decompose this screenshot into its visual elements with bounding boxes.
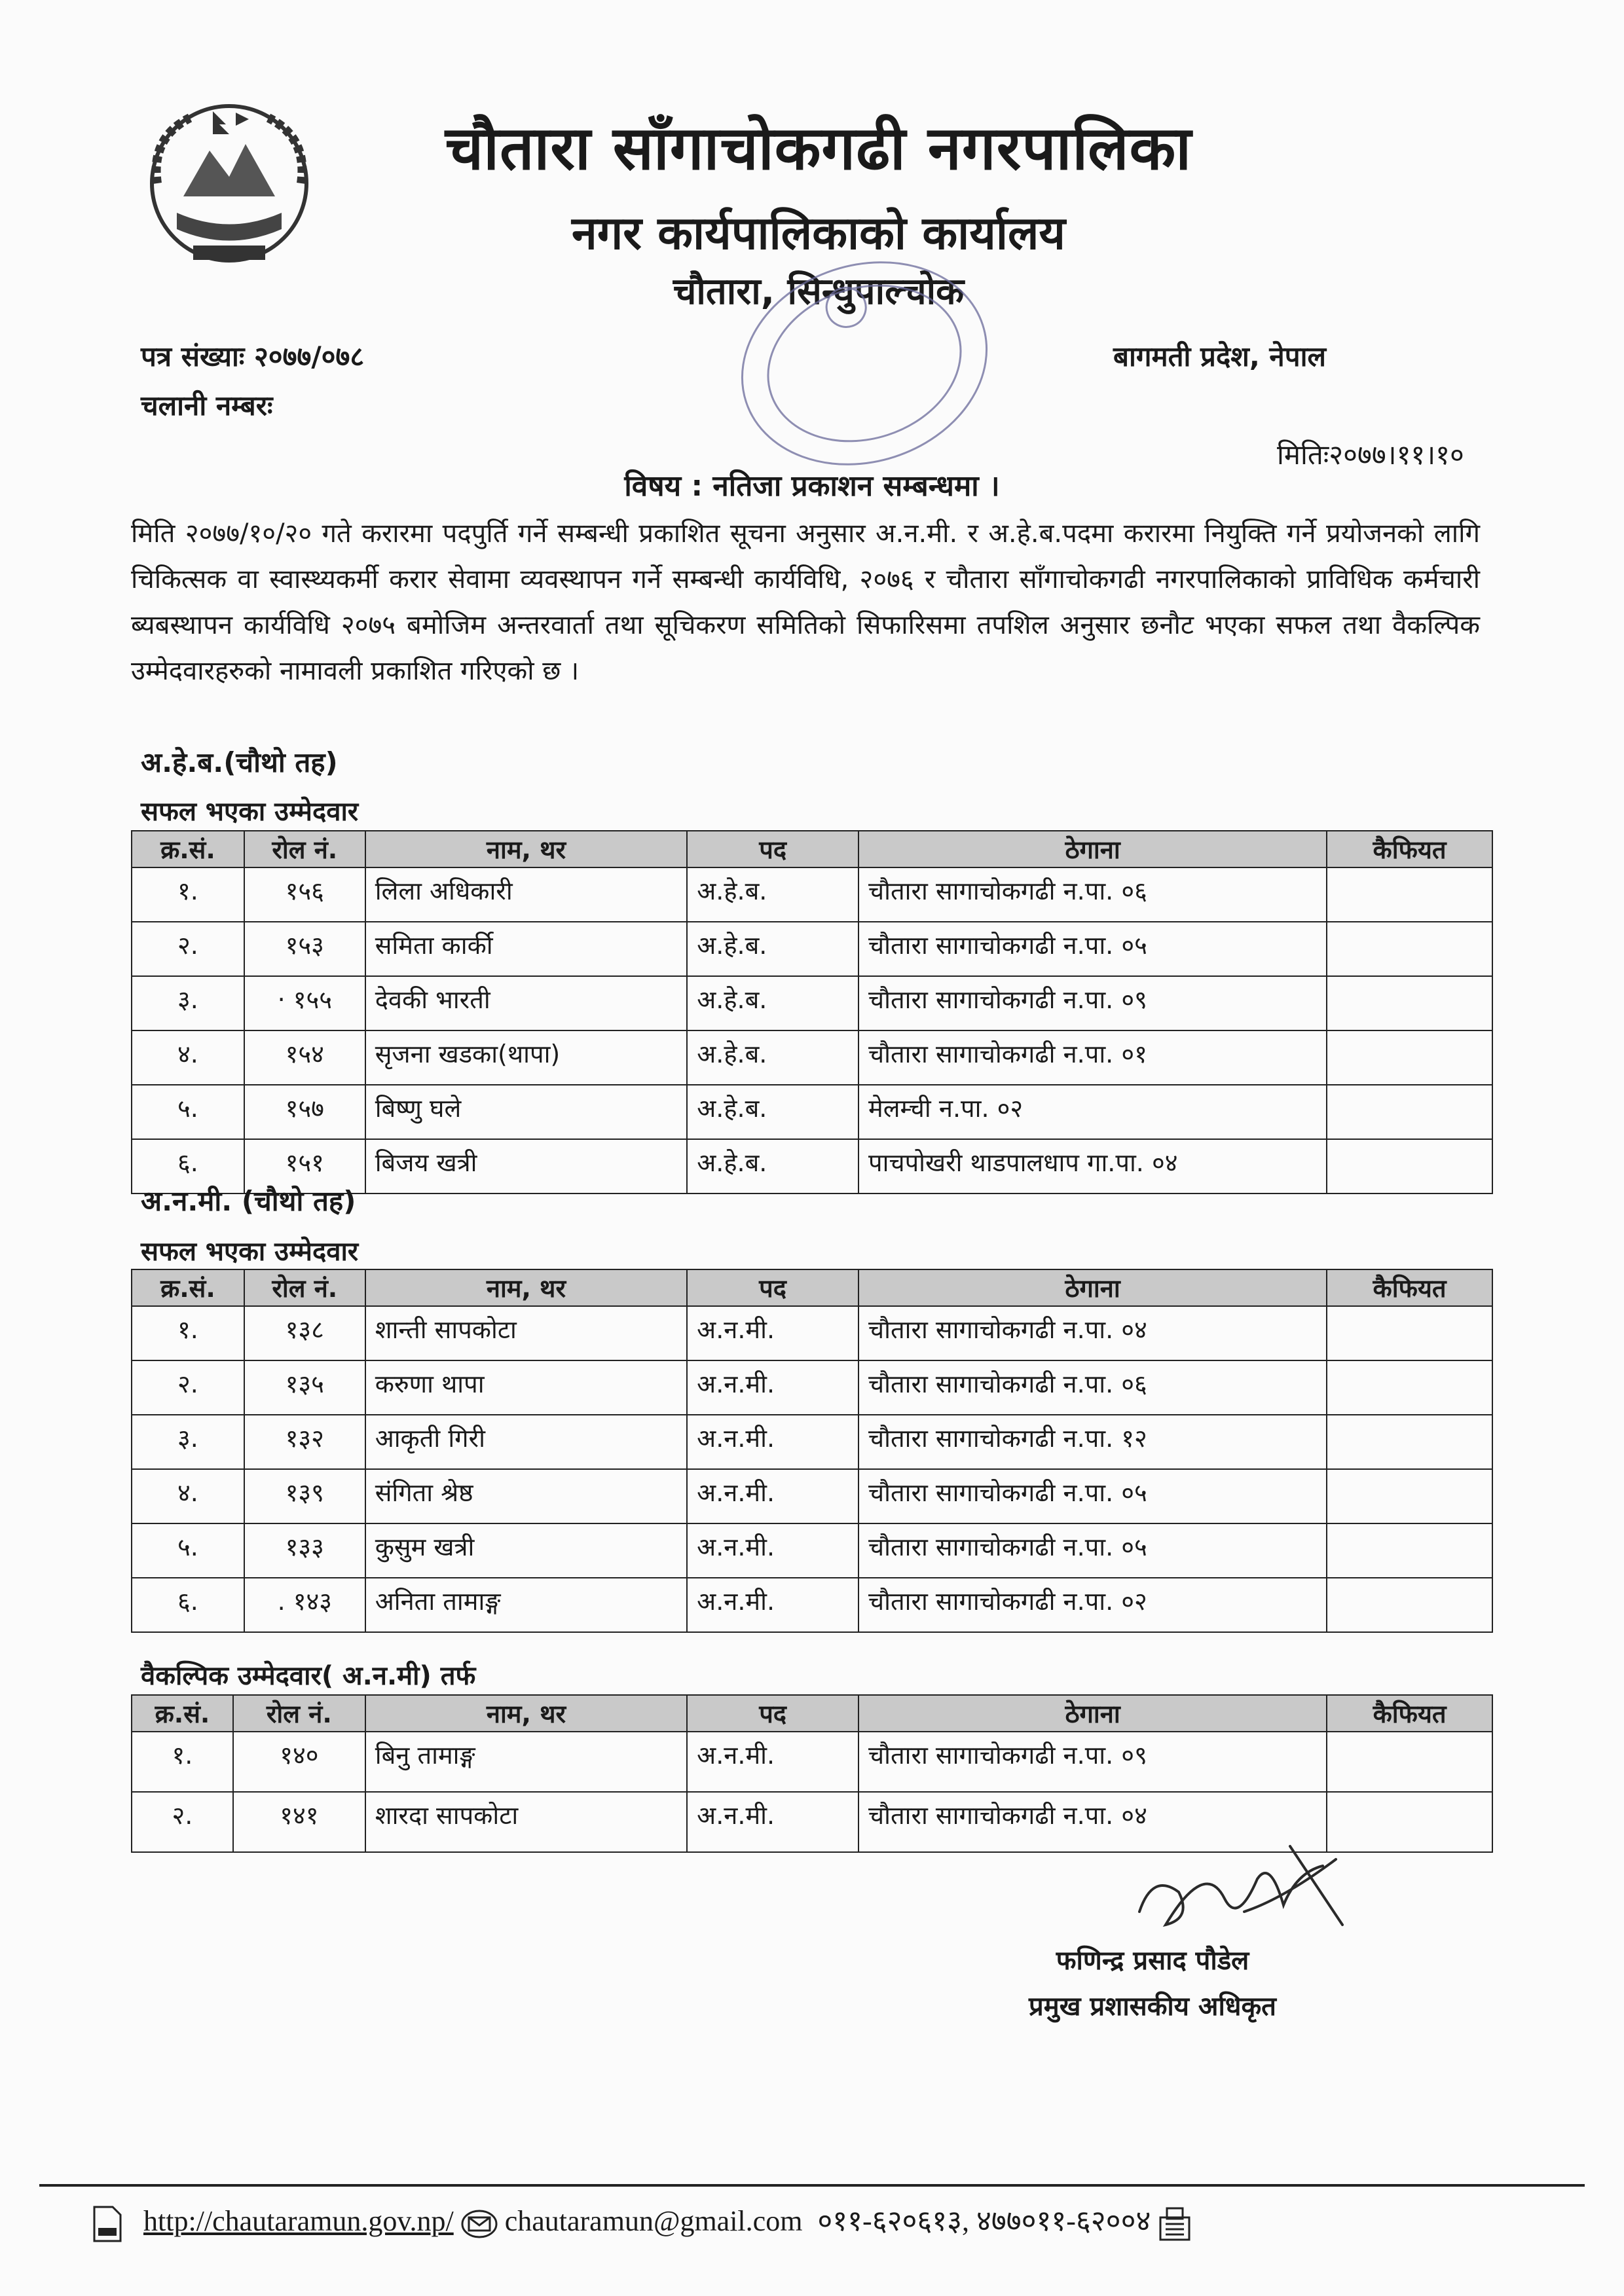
section-title-anmi: अ.न.मी. (चौथो तह) [141, 1185, 356, 1217]
cell-remarks [1327, 1469, 1492, 1523]
col-roll: रोल नं. [244, 1269, 365, 1306]
cell-post: अ.न.मी. [687, 1360, 858, 1415]
cell-roll: १४० [233, 1732, 365, 1792]
cell-address: चौतारा सागाचोकगढी न.पा. ०१ [858, 1030, 1327, 1085]
cell-post: अ.हे.ब. [687, 1030, 858, 1085]
table-header-row [132, 831, 1492, 867]
cell-address: चौतारा सागाचोकगढी न.पा. १२ [858, 1415, 1327, 1469]
cell-roll: १३५ [244, 1360, 365, 1415]
cell-serial: १. [132, 1732, 233, 1792]
cell-name: देवकी भारती [365, 976, 688, 1030]
cell-roll: १५१ [244, 1139, 365, 1194]
cell-serial: ६. [132, 1578, 244, 1632]
cell-name: शारदा सापकोटा [365, 1792, 687, 1852]
cell-name: करुणा थापा [365, 1360, 687, 1415]
cell-post: अ.न.मी. [687, 1792, 858, 1852]
col-serial: क्र.सं. [132, 1695, 233, 1732]
province-label: बागमती प्रदेश, नेपाल [1113, 340, 1326, 373]
table-row [132, 1732, 1492, 1792]
cell-serial: १. [132, 1306, 244, 1360]
cell-address: चौतारा सागाचोकगढी न.पा. ०५ [858, 922, 1327, 976]
cell-address: चौतारा सागाचोकगढी न.पा. ०४ [858, 1792, 1327, 1852]
section-subtitle-alternate: वैकल्पिक उम्मेदवार( अ.न.मी) तर्फ [141, 1661, 476, 1691]
cell-serial: २. [132, 1792, 233, 1852]
signatory-block [943, 1938, 1362, 2030]
col-post: पद [687, 1269, 858, 1306]
cell-serial: ३. [132, 976, 244, 1030]
col-roll: रोल नं. [244, 831, 365, 867]
col-post: पद [687, 1695, 858, 1732]
letter-date: मितिः२०७७।११।१० [1277, 439, 1464, 471]
section-subtitle-aheb: सफल भएका उम्मेदवार [141, 797, 359, 827]
cell-post: अ.हे.ब. [687, 1139, 858, 1194]
footer-contact [92, 2200, 1532, 2242]
municipality-title: चौतारा साँगाचोकगढी नगरपालिका [445, 113, 1192, 183]
footer-divider [39, 2184, 1585, 2187]
cell-address: पाचपोखरी थाडपालधाप गा.पा. ०४ [858, 1139, 1327, 1194]
col-name: नाम, थर [365, 831, 688, 867]
cell-name: सृजना खडका(थापा) [365, 1030, 688, 1085]
col-address: ठेगाना [858, 1269, 1327, 1306]
cell-post: अ.हे.ब. [687, 922, 858, 976]
cell-address: चौतारा सागाचोकगढी न.पा. ०५ [858, 1469, 1327, 1523]
table-row [132, 867, 1492, 922]
cell-roll: १५३ [244, 922, 365, 976]
cell-post: अ.हे.ब. [687, 867, 858, 922]
cell-post: अ.न.मी. [687, 1578, 858, 1632]
cell-name: लिला अधिकारी [365, 867, 688, 922]
table-row [132, 1085, 1492, 1139]
cell-address: मेलम्ची न.पा. ०२ [858, 1085, 1327, 1139]
table-row [132, 1306, 1492, 1360]
office-title: नगर कार्यपालिकाको कार्यालय [571, 206, 1066, 260]
signatory-designation: प्रमुख प्रशासकीय अधिकृत [1029, 1992, 1276, 2022]
col-address: ठेगाना [858, 831, 1327, 867]
office-location: चौतारा, सिन्धुपाल्चोक [673, 270, 965, 313]
cell-roll: · १५५ [244, 976, 365, 1030]
cell-address: चौतारा सागाचोकगढी न.पा. ०४ [858, 1306, 1327, 1360]
col-serial: क्र.सं. [132, 1269, 244, 1306]
cell-serial: ५. [132, 1523, 244, 1578]
section-title-aheb: अ.हे.ब.(चौथो तह) [141, 746, 338, 778]
cell-address: चौतारा सागाचोकगढी न.पा. ०५ [858, 1523, 1327, 1578]
table-aheb-successful [131, 830, 1493, 1194]
cell-remarks [1327, 976, 1492, 1030]
cell-remarks [1327, 1792, 1492, 1852]
cell-post: अ.हे.ब. [687, 1085, 858, 1139]
cell-address: चौतारा सागाचोकगढी न.पा. ०६ [858, 867, 1327, 922]
cell-roll: १५६ [244, 867, 365, 922]
cell-post: अ.न.मी. [687, 1732, 858, 1792]
cell-serial: १. [132, 867, 244, 922]
cell-post: अ.न.मी. [687, 1306, 858, 1360]
cell-remarks [1327, 1139, 1492, 1194]
cell-post: अ.हे.ब. [687, 976, 858, 1030]
col-address: ठेगाना [858, 1695, 1327, 1732]
cell-name: अनिता तामाङ्ग [365, 1578, 687, 1632]
cell-name: कुसुम खत्री [365, 1523, 687, 1578]
office-stamp [733, 252, 995, 475]
table-row [132, 1523, 1492, 1578]
cell-serial: २. [132, 1360, 244, 1415]
nepal-emblem-logo [131, 98, 327, 282]
cell-address: चौतारा सागाचोकगढी न.पा. ०२ [858, 1578, 1327, 1632]
table-row [132, 922, 1492, 976]
signatory-name: फणिन्द्र प्रसाद पौडेल [1056, 1946, 1249, 1976]
cell-address: चौतारा सागाचोकगढी न.पा. ०९ [858, 976, 1327, 1030]
cell-roll: १४१ [233, 1792, 365, 1852]
letter-body: मिति २०७७/१०/२० गते करारमा पदपुर्ति गर्ने सम्बन्धी प्रकाशित सूचना अनुसार अ.न.मी. र अ.हे.ब.पदमा करारमा नियुक्ति गर्ने प्रयोजनको लागि चिकित्सक वा स्वास्थ्यकर्मी करार सेवामा व्यवस्थापन गर्ने सम्बन्धी कार्यविधि, २०७६ र चौतारा साँगाचोकगढी नगरपालिकाको प्राविधिक कर्मचारी ब्यबस्थापन कार्यविधि २०७५ बमोजिम अन्तरवार्ता तथा सूचिकरण समितिको सिफारिसमा तपशिल अनुसार छनौट भएका सफल तथा वैकल्पिक उम्मेदवारहरुको नामावली प्रकाशित गरिएको छ । [131, 519, 1480, 686]
cell-remarks [1327, 1306, 1492, 1360]
cell-post: अ.न.मी. [687, 1415, 858, 1469]
col-serial: क्र.सं. [132, 831, 244, 867]
email-icon [461, 2210, 498, 2238]
table-anmi-alternate [131, 1694, 1493, 1853]
cell-remarks [1327, 922, 1492, 976]
table-anmi-successful [131, 1269, 1493, 1633]
col-remarks: कैफियत [1327, 1695, 1492, 1732]
cell-name: समिता कार्की [365, 922, 688, 976]
web-icon [92, 2206, 123, 2242]
cell-name: संगिता श्रेष्ठ [365, 1469, 687, 1523]
cell-roll: १३२ [244, 1415, 365, 1469]
cell-post: अ.न.मी. [687, 1469, 858, 1523]
section-subtitle-anmi: सफल भएका उम्मेदवार [141, 1237, 359, 1267]
table-header-row [132, 1269, 1492, 1306]
cell-serial: ४. [132, 1030, 244, 1085]
cell-name: शान्ती सापकोटा [365, 1306, 687, 1360]
table-row [132, 1415, 1492, 1469]
cell-roll: १५४ [244, 1030, 365, 1085]
reference-number: पत्र संख्याः २०७७/०७८ [141, 340, 365, 373]
cell-serial: ५. [132, 1085, 244, 1139]
table-row [132, 976, 1492, 1030]
table-row [132, 1469, 1492, 1523]
cell-remarks [1327, 1578, 1492, 1632]
table-row [132, 1030, 1492, 1085]
dispatch-number: चलानी नम्बरः [141, 390, 273, 422]
handwritten-signature [1126, 1833, 1349, 1951]
cell-roll: . १४३ [244, 1578, 365, 1632]
cell-roll: १३३ [244, 1523, 365, 1578]
email-address[interactable]: chautaramun@gmail.com [504, 2205, 803, 2237]
cell-serial: २. [132, 922, 244, 976]
cell-serial: ६. [132, 1139, 244, 1194]
table-header-row [132, 1695, 1492, 1732]
letter-subject: विषय : नतिजा प्रकाशन सम्बन्धमा । [624, 469, 1000, 503]
cell-post: अ.न.मी. [687, 1523, 858, 1578]
col-remarks: कैफियत [1327, 831, 1492, 867]
cell-remarks [1327, 1415, 1492, 1469]
col-roll: रोल नं. [233, 1695, 365, 1732]
cell-name: बिजय खत्री [365, 1139, 688, 1194]
cell-address: चौतारा सागाचोकगढी न.पा. ०६ [858, 1360, 1327, 1415]
cell-name: आकृती गिरी [365, 1415, 687, 1469]
cell-name: बिनु तामाङ्ग [365, 1732, 687, 1792]
table-row [132, 1578, 1492, 1632]
cell-roll: १५७ [244, 1085, 365, 1139]
cell-serial: ४. [132, 1469, 244, 1523]
fax-icon [1158, 2206, 1192, 2242]
cell-remarks [1327, 1732, 1492, 1792]
col-remarks: कैफियत [1327, 1269, 1492, 1306]
col-name: नाम, थर [365, 1269, 687, 1306]
cell-roll: १३९ [244, 1469, 365, 1523]
col-post: पद [687, 831, 858, 867]
table-row [132, 1360, 1492, 1415]
cell-remarks [1327, 1523, 1492, 1578]
cell-remarks [1327, 1085, 1492, 1139]
cell-serial: ३. [132, 1415, 244, 1469]
col-name: नाम, थर [365, 1695, 687, 1732]
cell-address: चौतारा सागाचोकगढी न.पा. ०९ [858, 1732, 1327, 1792]
cell-remarks [1327, 867, 1492, 922]
website-link[interactable]: http://chautaramun.gov.np/ [143, 2205, 454, 2237]
cell-roll: १३८ [244, 1306, 365, 1360]
cell-name: बिष्णु घले [365, 1085, 688, 1139]
cell-remarks [1327, 1360, 1492, 1415]
cell-remarks [1327, 1030, 1492, 1085]
phone-numbers: ०११-६२०६१३, ४७७०११-६२००४ [817, 2205, 1151, 2237]
